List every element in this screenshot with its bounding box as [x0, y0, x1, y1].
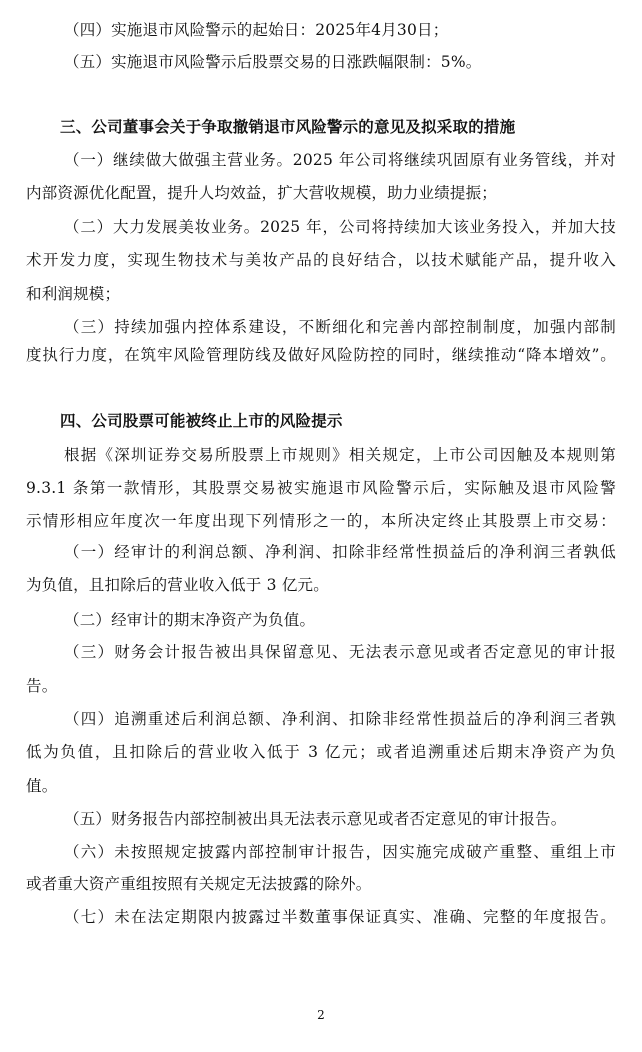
paragraph-line: （四）实施退市风险警示的起始日：2025年4月30日； — [64, 21, 449, 39]
paragraph-line: 告。 — [26, 677, 58, 695]
paragraph-line: 示情形相应年度次一年度出现下列情形之一的，本所决定终止其股票上市交易： — [26, 512, 616, 530]
paragraph-line: 内部资源优化配置，提升人均效益，扩大营收规模，助力业绩提振； — [26, 184, 498, 202]
paragraph-line: 或者重大资产重组按照有关规定无法披露的除外。 — [26, 875, 372, 893]
paragraph-line: 为负值，且扣除后的营业收入低于 3 亿元。 — [26, 576, 329, 594]
paragraph-line: 根据《深圳证券交易所股票上市规则》相关规定，上市公司因触及本规则第 — [64, 446, 616, 464]
paragraph-line: 度执行力度，在筑牢风险管理防线及做好风险防控的同时，继续推动“降本增效”。 — [26, 346, 616, 364]
paragraph-line: 9.3.1 条第一款情形，其股票交易被实施退市风险警示后，实际触及退市风险警 — [26, 479, 616, 497]
paragraph-line: （二）大力发展美妆业务。2025 年，公司将持续加大该业务投入，并加大技 — [64, 218, 616, 236]
paragraph-line: （三）财务会计报告被出具保留意见、无法表示意见或者否定意见的审计报 — [64, 643, 616, 661]
paragraph-line: （五）财务报告内部控制被出具无法表示意见或者否定意见的审计报告。 — [64, 810, 567, 828]
section-heading: 三、公司董事会关于争取撤销退市风险警示的意见及拟采取的措施 — [60, 118, 516, 136]
paragraph-line: 低为负值，且扣除后的营业收入低于 3 亿元；或者追溯重述后期末净资产为负 — [26, 743, 616, 761]
paragraph-line: （七）未在法定期限内披露过半数董事保证真实、准确、完整的年度报告。 — [64, 908, 616, 926]
paragraph-line: （一）继续做大做强主营业务。2025 年公司将继续巩固原有业务管线，并对 — [64, 151, 616, 169]
paragraph-line: （二）经审计的期末净资产为负值。 — [64, 611, 316, 629]
paragraph-line: （一）经审计的利润总额、净利润、扣除非经常性损益后的净利润三者孰低 — [64, 543, 616, 561]
paragraph-line: 和利润规模； — [26, 285, 121, 303]
paragraph-line: （六）未按照规定披露内部控制审计报告，因实施完成破产重整、重组上市 — [64, 843, 616, 861]
page-number: 2 — [317, 1008, 325, 1022]
paragraph-line: 值。 — [26, 777, 58, 795]
paragraph-line: （三）持续加强内控体系建设，不断细化和完善内部控制制度，加强内部制 — [64, 318, 616, 336]
section-heading: 四、公司股票可能被终止上市的风险提示 — [60, 412, 343, 430]
paragraph-line: （五）实施退市风险警示后股票交易的日涨跌幅限制：5%。 — [64, 53, 482, 71]
paragraph-line: 术开发力度，实现生物技术与美妆产品的良好结合，以技术赋能产品，提升收入 — [26, 251, 616, 269]
paragraph-line: （四）追溯重述后利润总额、净利润、扣除非经常性损益后的净利润三者孰 — [64, 710, 616, 728]
